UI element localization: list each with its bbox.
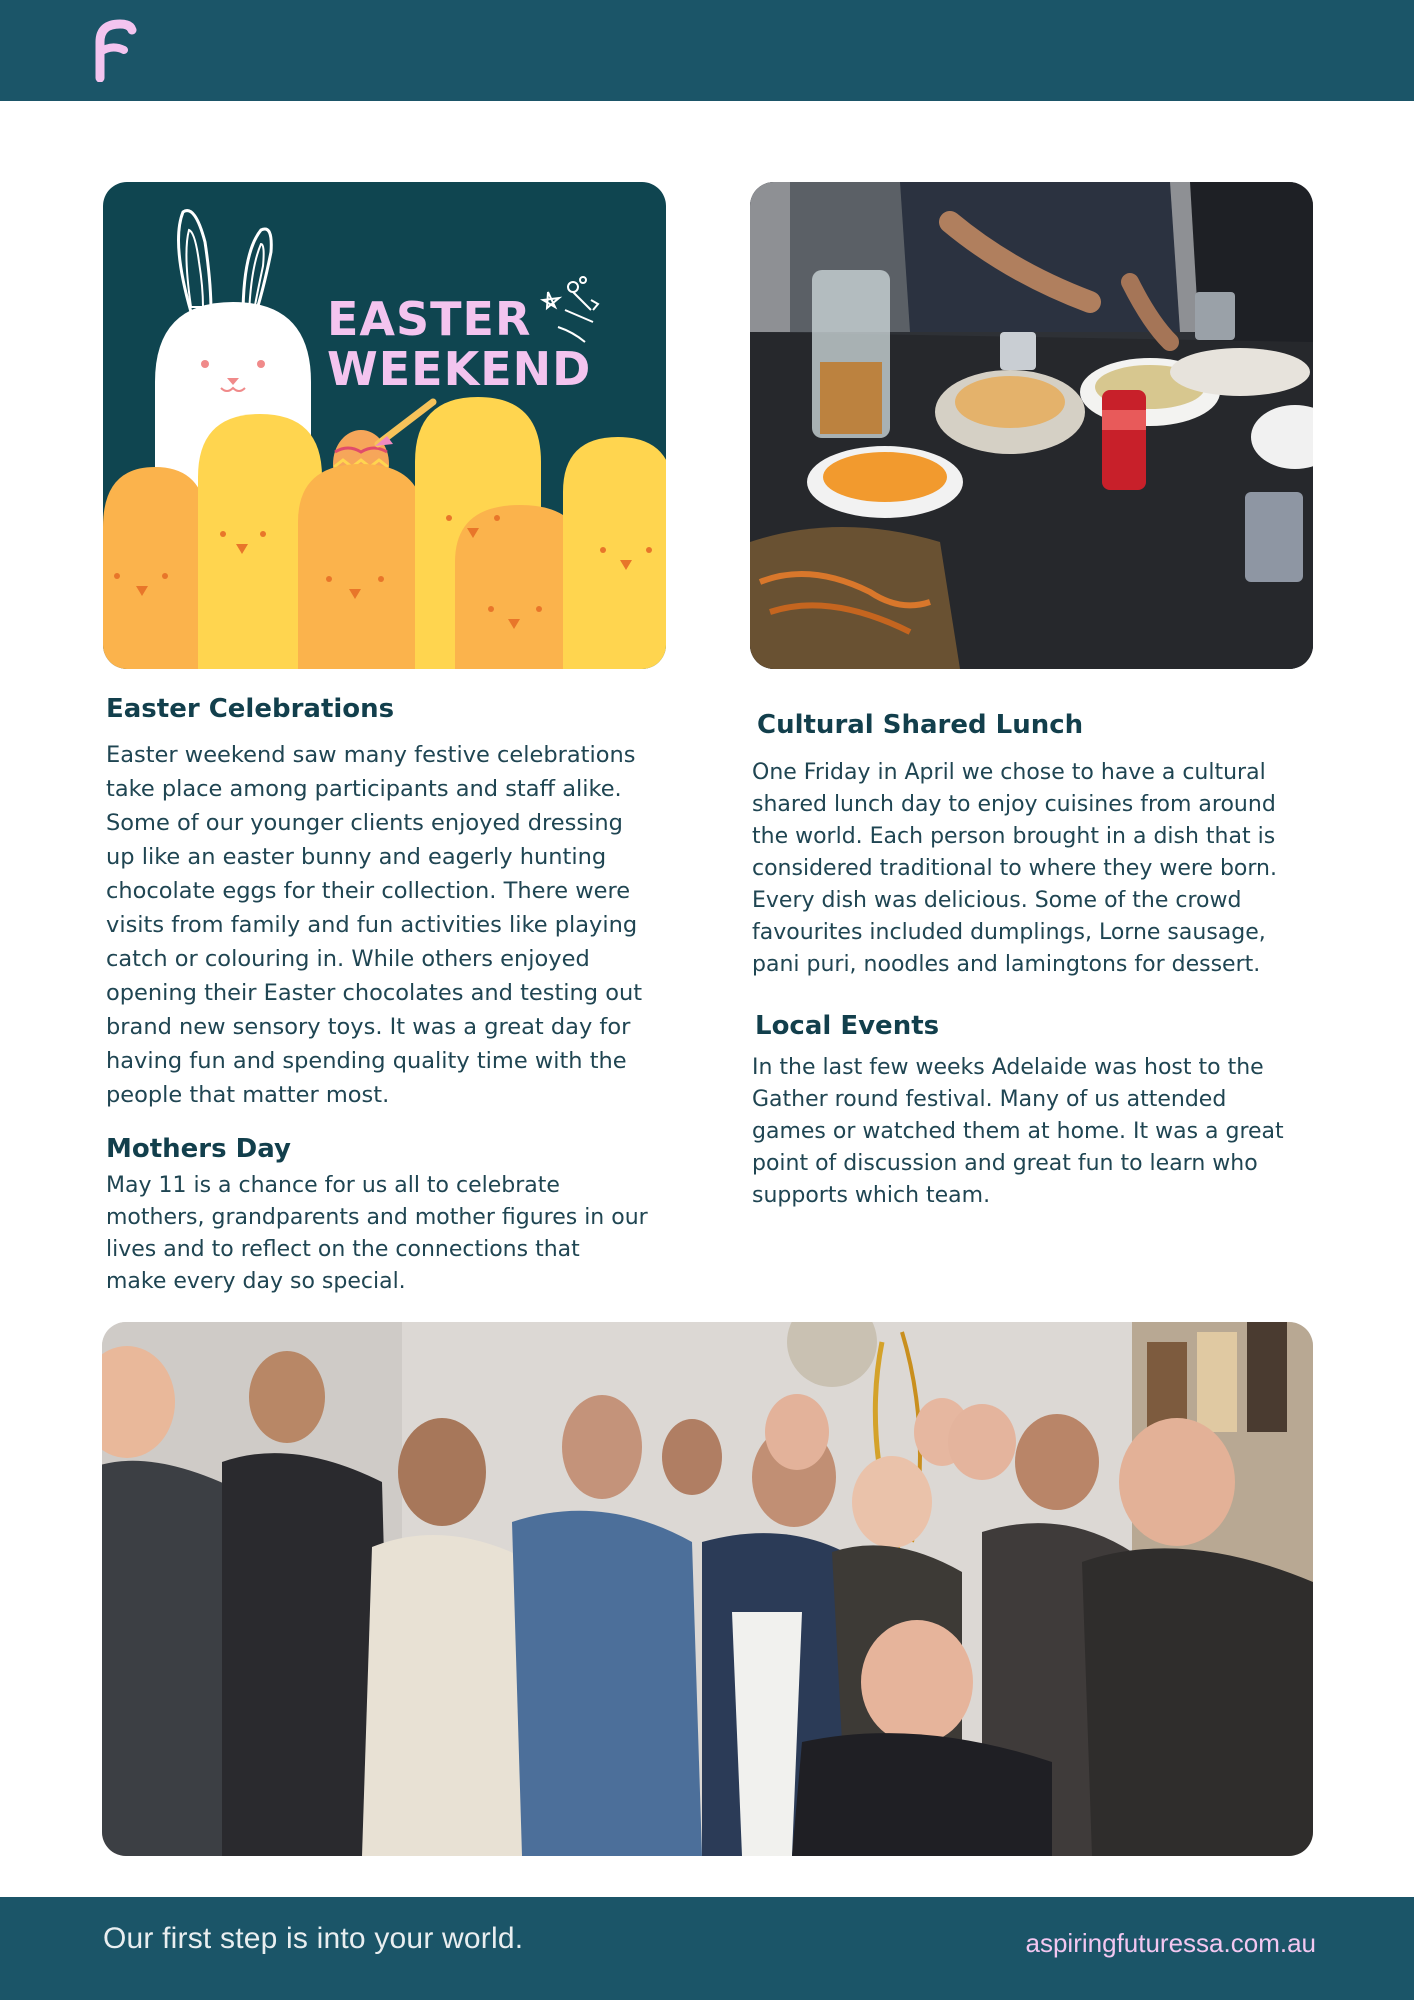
- easter-celebrations-body: [106, 738, 642, 1112]
- easter-illustration: [103, 182, 666, 669]
- text-line: chocolate eggs for their collection. There were: [106, 878, 631, 904]
- text-line: the world. Each person brought in a dish that is: [752, 824, 1276, 849]
- text-line: Gather round festival. Many of us attended: [752, 1087, 1227, 1112]
- text-line: lives and to reflect on the connections that: [106, 1237, 580, 1262]
- text-line: Some of our younger clients enjoyed dressing: [106, 810, 623, 836]
- local-events-heading: Local Events: [755, 1011, 940, 1041]
- text-line: having fun and spending quality time with the: [106, 1048, 627, 1074]
- easter-celebrations-heading: Easter Celebrations: [106, 694, 395, 724]
- text-line: One Friday in April we chose to have a cultural: [752, 760, 1266, 785]
- text-line: make every day so special.: [106, 1269, 406, 1294]
- text-line: May 11 is a chance for us all to celebrate: [106, 1173, 560, 1198]
- cultural-lunch-heading: Cultural Shared Lunch: [757, 710, 1084, 740]
- text-line: point of discussion and great fun to learn who: [752, 1151, 1258, 1176]
- text-line: Every dish was delicious. Some of the crowd: [752, 888, 1242, 913]
- text-line: Easter weekend saw many festive celebrations: [106, 742, 636, 768]
- easter-title-line1: EASTER: [327, 292, 532, 346]
- cultural-lunch-body: [752, 757, 1277, 981]
- mothers-day-body: [106, 1170, 648, 1298]
- easter-title-line2: WEEKEND: [327, 342, 592, 396]
- text-line: people that matter most.: [106, 1082, 390, 1108]
- text-line: opening their Easter chocolates and testing out: [106, 980, 643, 1006]
- text-line: supports which team.: [752, 1183, 991, 1208]
- shared-lunch-photo: [750, 182, 1313, 669]
- text-line: In the last few weeks Adelaide was host to the: [752, 1055, 1264, 1080]
- easter-weekend-title: [327, 294, 591, 394]
- group-photo: [102, 1322, 1313, 1856]
- text-line: brand new sensory toys. It was a great day for: [106, 1014, 631, 1040]
- text-line: up like an easter bunny and eagerly hunting: [106, 844, 607, 870]
- text-line: games or watched them at home. It was a great: [752, 1119, 1284, 1144]
- group-photo-image: [102, 1322, 1313, 1856]
- text-line: mothers, grandparents and mother figures in our: [106, 1205, 648, 1230]
- brand-f-logo-icon[interactable]: [92, 18, 138, 82]
- text-line: catch or colouring in. While others enjoyed: [106, 946, 590, 972]
- local-events-body: [752, 1052, 1284, 1212]
- text-line: considered traditional to where they were born.: [752, 856, 1277, 881]
- mothers-day-heading: Mothers Day: [106, 1134, 291, 1164]
- header-bar: [0, 0, 1414, 101]
- footer-tagline: Our first step is into your world.: [103, 1922, 524, 1955]
- text-line: favourites included dumplings, Lorne sausage,: [752, 920, 1266, 945]
- text-line: take place among participants and staff alike.: [106, 776, 622, 802]
- footer-website-link[interactable]: aspiringfuturessa.com.au: [1025, 1928, 1316, 1958]
- text-line: shared lunch day to enjoy cuisines from around: [752, 792, 1276, 817]
- text-line: pani puri, noodles and lamingtons for dessert.: [752, 952, 1261, 977]
- text-line: visits from family and fun activities like playing: [106, 912, 638, 938]
- easter-weekend-graphic: [103, 182, 666, 669]
- shared-lunch-image: [750, 182, 1313, 669]
